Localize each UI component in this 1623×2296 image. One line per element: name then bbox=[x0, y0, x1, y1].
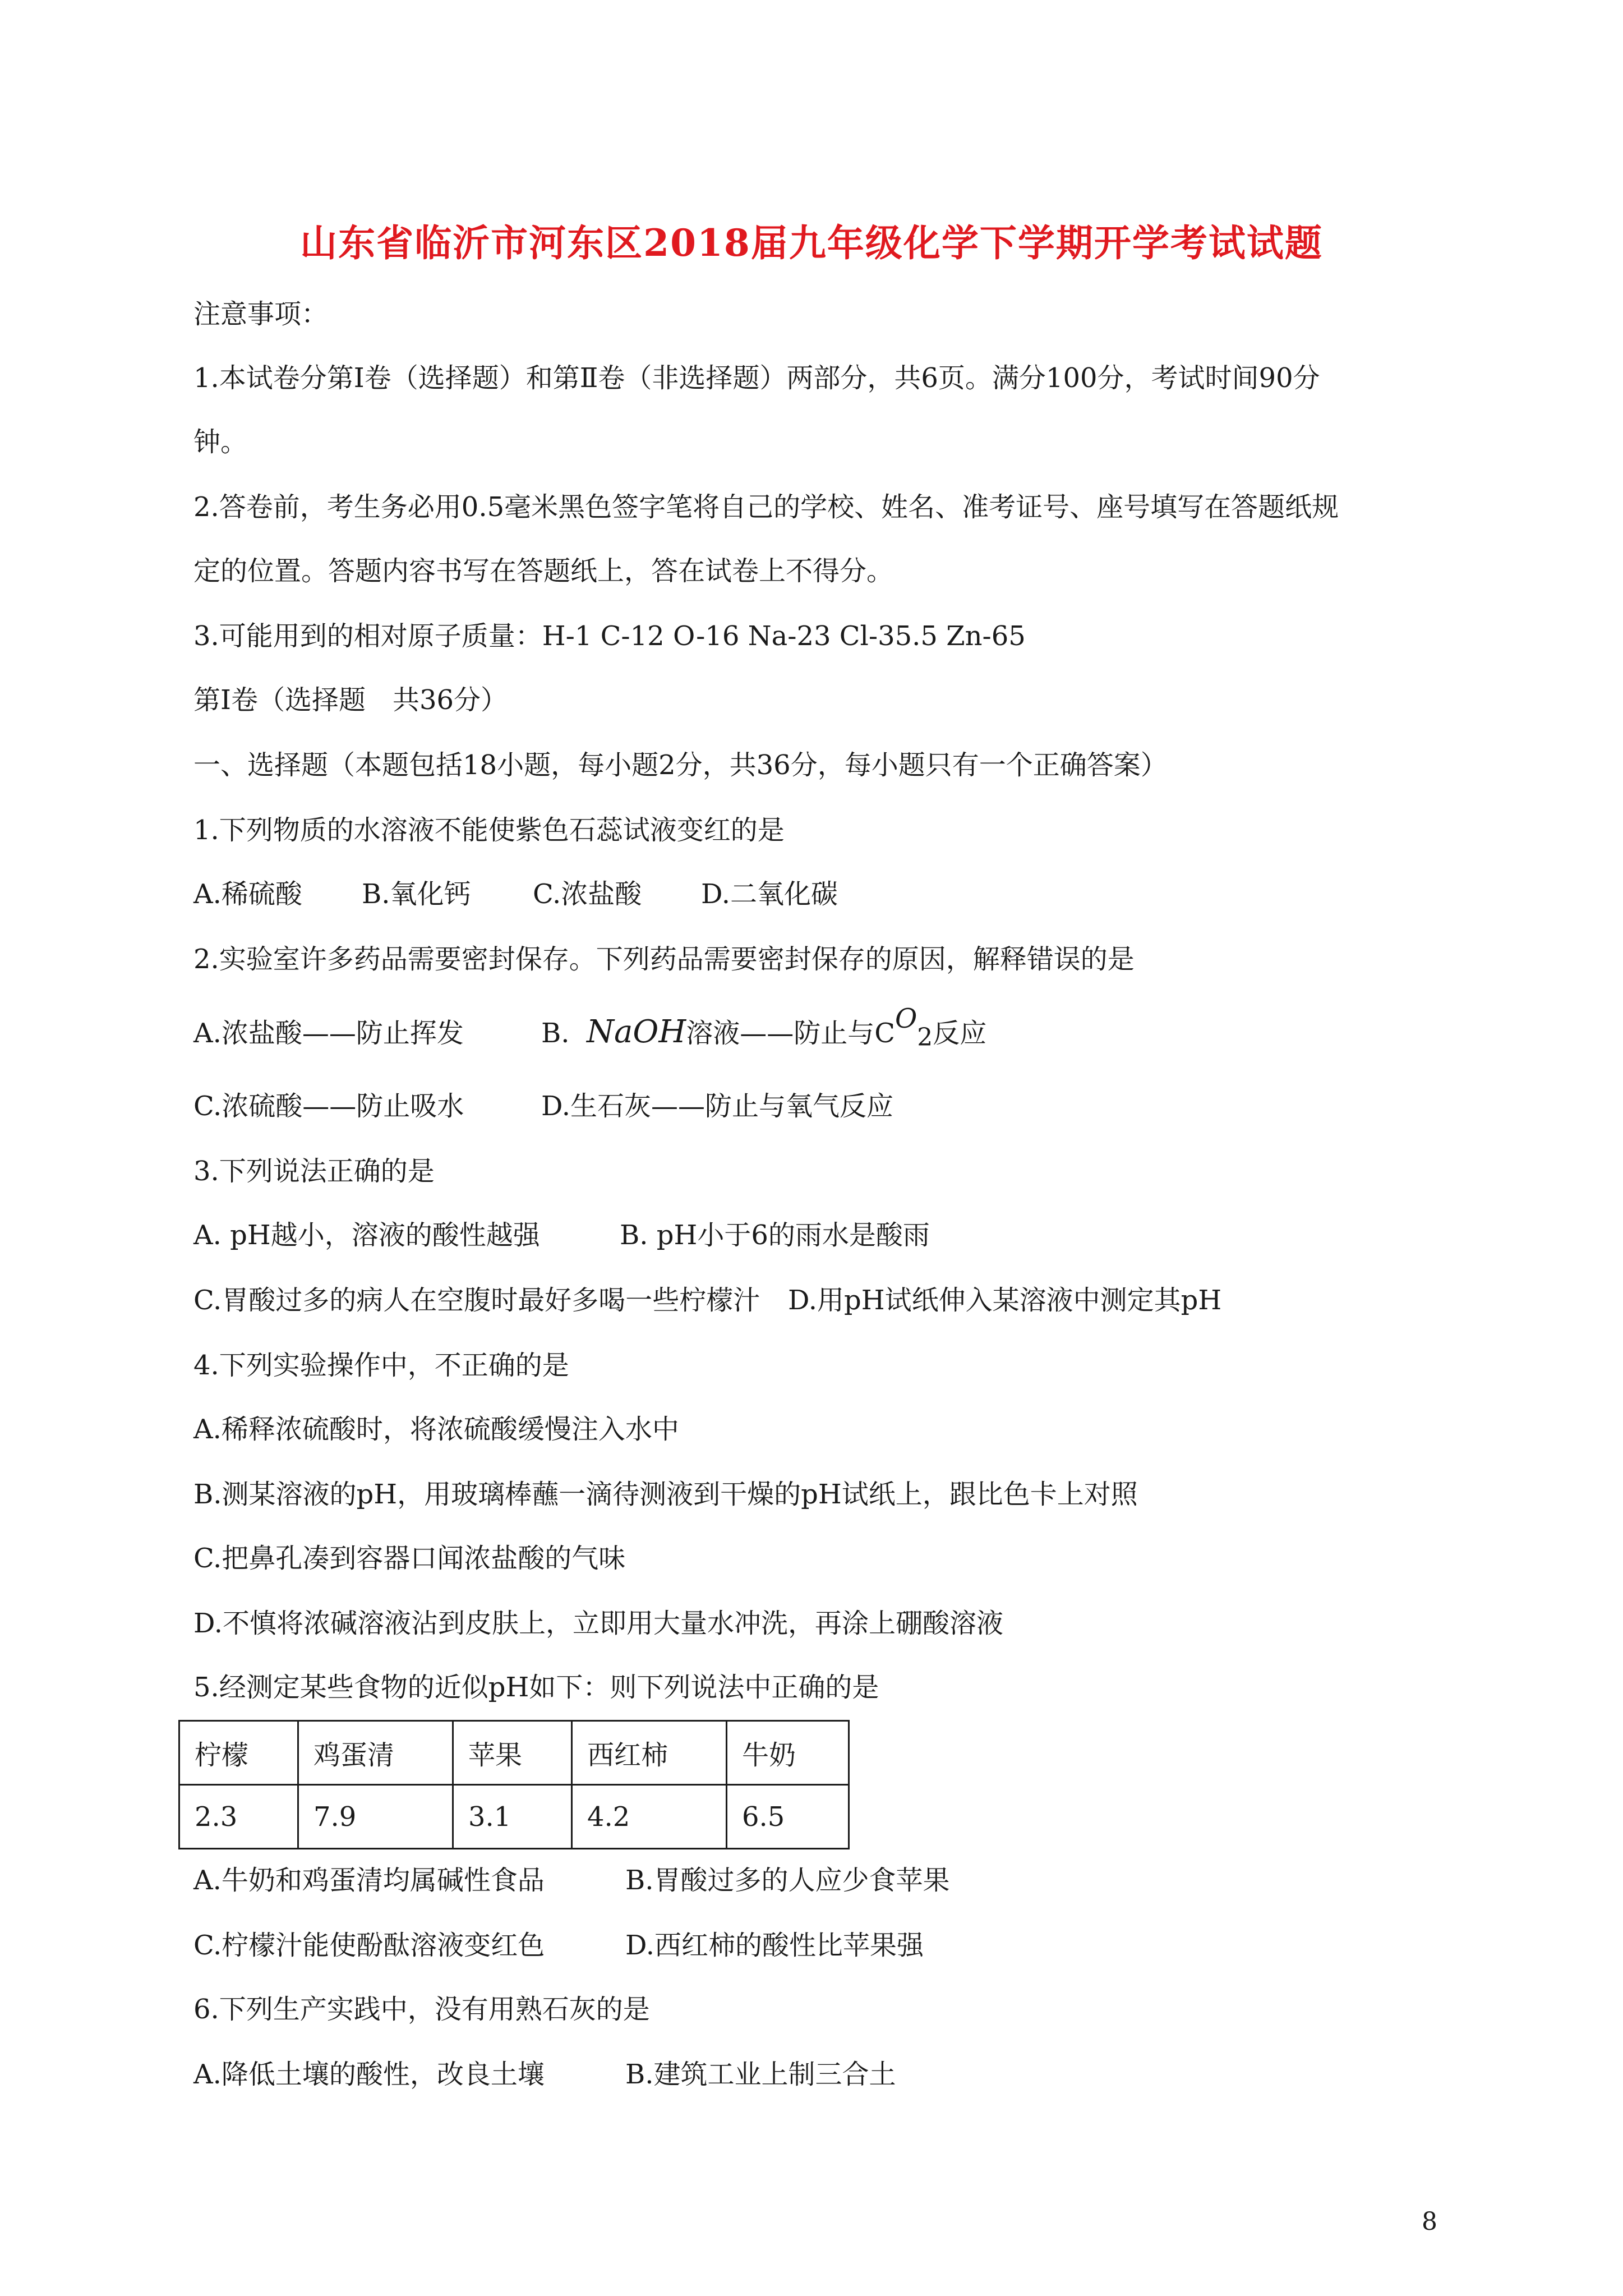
table-cell: 6.5 bbox=[727, 1785, 849, 1849]
option-b: B. pH小于6的雨水是酸雨 bbox=[620, 1220, 930, 1251]
question-1-stem: 1.下列物质的水溶液不能使紫色石蕊试液变红的是 bbox=[193, 815, 785, 846]
section-title: 第Ⅰ卷（选择题 共36分） bbox=[193, 684, 508, 716]
option-a: A.降低土壤的酸性，改良土壤 bbox=[193, 2059, 545, 2090]
notice-item-1: 1.本试卷分第Ⅰ卷（选择题）和第Ⅱ卷（非选择题）两部分，共6页。满分100分，考试时间90分 bbox=[193, 362, 1320, 394]
table-header-cell: 西红柿 bbox=[572, 1721, 727, 1785]
co2-c: C bbox=[874, 1018, 895, 1049]
notice-item-1-cont: 钟。 bbox=[193, 426, 248, 458]
option-b-text: 溶液——防止与 bbox=[686, 1018, 875, 1049]
option-d: D.用pH试纸伸入某溶液中测定其pH bbox=[788, 1285, 1222, 1316]
naoh-formula: NaOH bbox=[587, 1014, 686, 1050]
question-3-options-cd bbox=[193, 1287, 1221, 1314]
option-b-prefix: B. bbox=[541, 1018, 570, 1049]
co2-o: O bbox=[895, 1003, 917, 1034]
question-4-stem: 4.下列实验操作中，不正确的是 bbox=[193, 1350, 569, 1381]
ph-table bbox=[178, 1720, 850, 1849]
option-c: C.浓盐酸 bbox=[533, 878, 642, 910]
section-instructions: 一、选择题（本题包括18小题，每小题2分，共36分，每小题只有一个正确答案） bbox=[193, 749, 1168, 781]
option-a: A.浓盐酸——防止挥发 bbox=[193, 1018, 464, 1049]
question-3-options-ab bbox=[193, 1222, 930, 1249]
page-title: 山东省临沂市河东区2018届九年级化学下学期开学考试试题 bbox=[300, 221, 1323, 265]
question-5-stem: 5.经测定某些食物的近似pH如下：则下列说法中正确的是 bbox=[193, 1672, 879, 1703]
question-1-options bbox=[193, 878, 838, 910]
option-b: B.建筑工业上制三合土 bbox=[625, 2059, 896, 2090]
question-2-stem: 2.实验室许多药品需要密封保存。下列药品需要密封保存的原因，解释错误的是 bbox=[193, 944, 1135, 975]
table-header-cell: 柠檬 bbox=[179, 1721, 298, 1785]
notice-item-3: 3.可能用到的相对原子质量：H-1 C-12 O-16 Na-23 Cl-35.5 Zn-65 bbox=[193, 620, 1026, 652]
table-header-cell: 苹果 bbox=[453, 1721, 572, 1785]
question-5-options-ab bbox=[193, 1867, 950, 1894]
option-c: C.柠檬汁能使酚酞溶液变红色 bbox=[193, 1930, 545, 1961]
option-b: B.胃酸过多的人应少食苹果 bbox=[625, 1865, 950, 1896]
table-cell: 7.9 bbox=[298, 1785, 453, 1849]
question-4-option-d: D.不慎将浓碱溶液沾到皮肤上，立即用大量水冲洗，再涂上硼酸溶液 bbox=[193, 1608, 1004, 1639]
option-a: A.稀硫酸 bbox=[193, 878, 302, 910]
co2-subscript: 2 bbox=[917, 1023, 933, 1052]
option-a: A. pH越小，溶液的酸性越强 bbox=[193, 1220, 540, 1251]
option-b-suffix: 反应 bbox=[933, 1018, 987, 1049]
question-4-option-a: A.稀释浓硫酸时，将浓硫酸缓慢注入水中 bbox=[193, 1414, 679, 1445]
option-d: D.二氧化碳 bbox=[701, 878, 838, 910]
notice-item-2-cont: 定的位置。答题内容书写在答题纸上，答在试卷上不得分。 bbox=[193, 555, 894, 587]
question-6-options-ab bbox=[193, 2061, 896, 2088]
question-2-options-cd bbox=[193, 1093, 893, 1120]
question-3-stem: 3.下列说法正确的是 bbox=[193, 1156, 435, 1187]
table-header-cell: 牛奶 bbox=[727, 1721, 849, 1785]
table-header-cell: 鸡蛋清 bbox=[298, 1721, 453, 1785]
option-a: A.牛奶和鸡蛋清均属碱性食品 bbox=[193, 1865, 545, 1896]
option-b: B.氧化钙 bbox=[362, 878, 471, 910]
question-6-stem: 6.下列生产实践中，没有用熟石灰的是 bbox=[193, 1994, 650, 2025]
option-d: D.生石灰——防止与氧气反应 bbox=[541, 1091, 894, 1122]
notice-heading: 注意事项： bbox=[193, 298, 329, 330]
question-4-option-c: C.把鼻孔凑到容器口闻浓盐酸的气味 bbox=[193, 1543, 626, 1574]
option-c: C.胃酸过多的病人在空腹时最好多喝一些柠檬汁 bbox=[193, 1285, 760, 1316]
question-5-options-cd bbox=[193, 1932, 924, 1959]
option-d: D.西红柿的酸性比苹果强 bbox=[625, 1930, 924, 1961]
table-cell: 3.1 bbox=[453, 1785, 572, 1849]
question-2-options-ab bbox=[193, 1003, 987, 1052]
question-4-option-b: B.测某溶液的pH，用玻璃棒蘸一滴待测液到干燥的pH试纸上，跟比色卡上对照 bbox=[193, 1479, 1138, 1510]
notice-item-2: 2.答卷前，考生务必用0.5毫米黑色签字笔将自己的学校、姓名、准考证号、座号填写在答题纸规 bbox=[193, 491, 1339, 523]
table-row bbox=[179, 1785, 849, 1849]
table-cell: 2.3 bbox=[179, 1785, 298, 1849]
page-number: 8 bbox=[1422, 2207, 1437, 2236]
option-c: C.浓硫酸——防止吸水 bbox=[193, 1091, 464, 1122]
table-row bbox=[179, 1721, 849, 1785]
option-b bbox=[541, 1003, 987, 1052]
table-cell: 4.2 bbox=[572, 1785, 727, 1849]
